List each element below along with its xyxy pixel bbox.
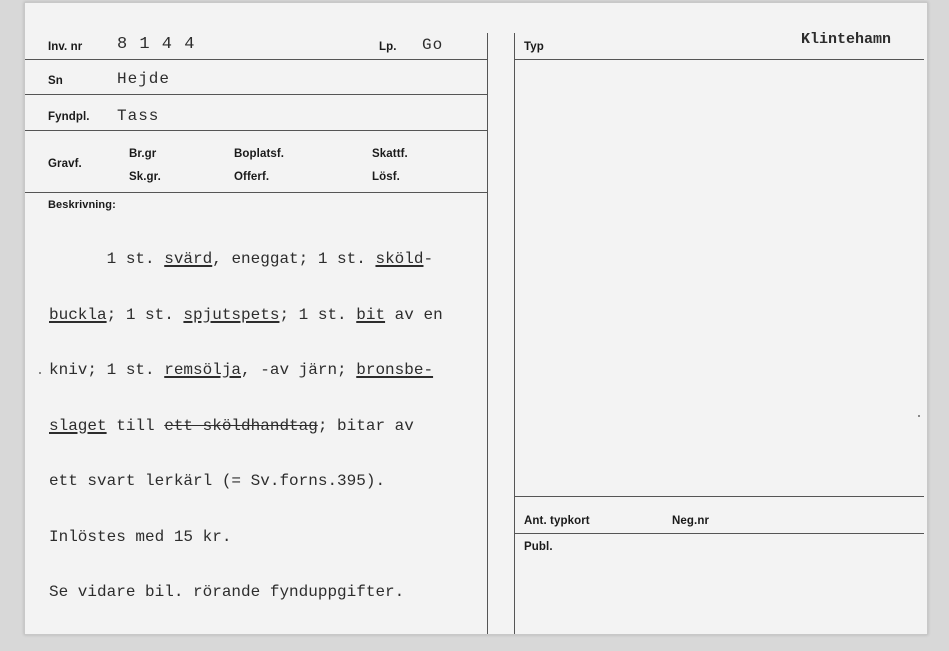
- boplatsf-label: Boplatsf.: [234, 148, 285, 160]
- divider-line: [514, 59, 924, 60]
- underlined-term: bronsbe-: [356, 361, 434, 379]
- text-segment: 1 st.: [49, 250, 165, 268]
- description-line: [49, 361, 519, 380]
- neg-nr-label: Neg.nr: [672, 515, 710, 527]
- underlined-term: sköld: [375, 250, 424, 268]
- fyndpl-label: Fyndpl.: [48, 111, 90, 123]
- underlined-term: buckla: [49, 305, 107, 324]
- offerf-label: Offerf.: [234, 171, 270, 183]
- text-segment: ; bitar av: [317, 416, 414, 435]
- catalog-card: [24, 2, 928, 635]
- description-line: Inlöstes med 15 kr.: [49, 527, 232, 546]
- skattf-label: Skattf.: [372, 148, 408, 160]
- underlined-term: remsölja: [164, 361, 242, 379]
- divider-line: [514, 496, 924, 497]
- text-segment: ; 1 st.: [106, 305, 184, 324]
- losf-label: Lösf.: [372, 171, 400, 183]
- lp-label: Lp.: [379, 41, 397, 53]
- text-segment: , -av järn;: [241, 361, 357, 379]
- ant-typkort-label: Ant. typkort: [524, 515, 590, 527]
- text-segment: , eneggat; 1 st.: [212, 250, 376, 268]
- text-segment: kniv; 1 st.: [49, 361, 165, 379]
- beskrivning-label: Beskrivning:: [48, 199, 116, 211]
- description-line: [49, 417, 519, 436]
- description-text: [49, 213, 519, 635]
- publ-label: Publ.: [524, 541, 553, 553]
- brgr-label: Br.gr: [129, 148, 157, 160]
- description-line: [49, 250, 519, 269]
- underlined-term: spjutspets: [183, 305, 280, 324]
- place-value: Klintehamn: [801, 31, 892, 48]
- sn-label: Sn: [48, 75, 63, 87]
- divider-line: [25, 192, 487, 193]
- divider-line: [25, 94, 487, 95]
- underlined-term: svärd: [164, 250, 213, 268]
- scan-speck: [918, 415, 920, 417]
- text-segment: av en: [385, 305, 443, 324]
- text-segment: ; 1 st.: [279, 305, 357, 324]
- divider-line: [25, 59, 487, 60]
- gravf-label: Gravf.: [48, 158, 82, 170]
- scan-speck: [39, 372, 41, 374]
- skgr-label: Sk.gr.: [129, 171, 161, 183]
- sn-value: Hejde: [117, 70, 171, 88]
- divider-line: [25, 130, 487, 131]
- inv-nr-value: 8 1 4 4: [117, 35, 196, 54]
- typ-label: Typ: [524, 41, 544, 53]
- struck-term: ett sköldhandtag: [164, 416, 318, 435]
- fyndpl-value: Tass: [117, 107, 160, 125]
- description-line: Se vidare bil. rörande fynduppgifter.: [49, 583, 405, 601]
- text-segment: till: [106, 416, 165, 435]
- underlined-term: bit: [356, 305, 386, 324]
- inv-nr-label: Inv. nr: [48, 41, 83, 53]
- description-line: ett svart lerkärl (= Sv.forns.395).: [49, 472, 386, 490]
- lp-value: Go: [422, 36, 444, 54]
- divider-line: [514, 533, 924, 534]
- description-line: [49, 306, 519, 325]
- underlined-term: slaget: [49, 416, 107, 435]
- text-segment: -: [423, 250, 434, 268]
